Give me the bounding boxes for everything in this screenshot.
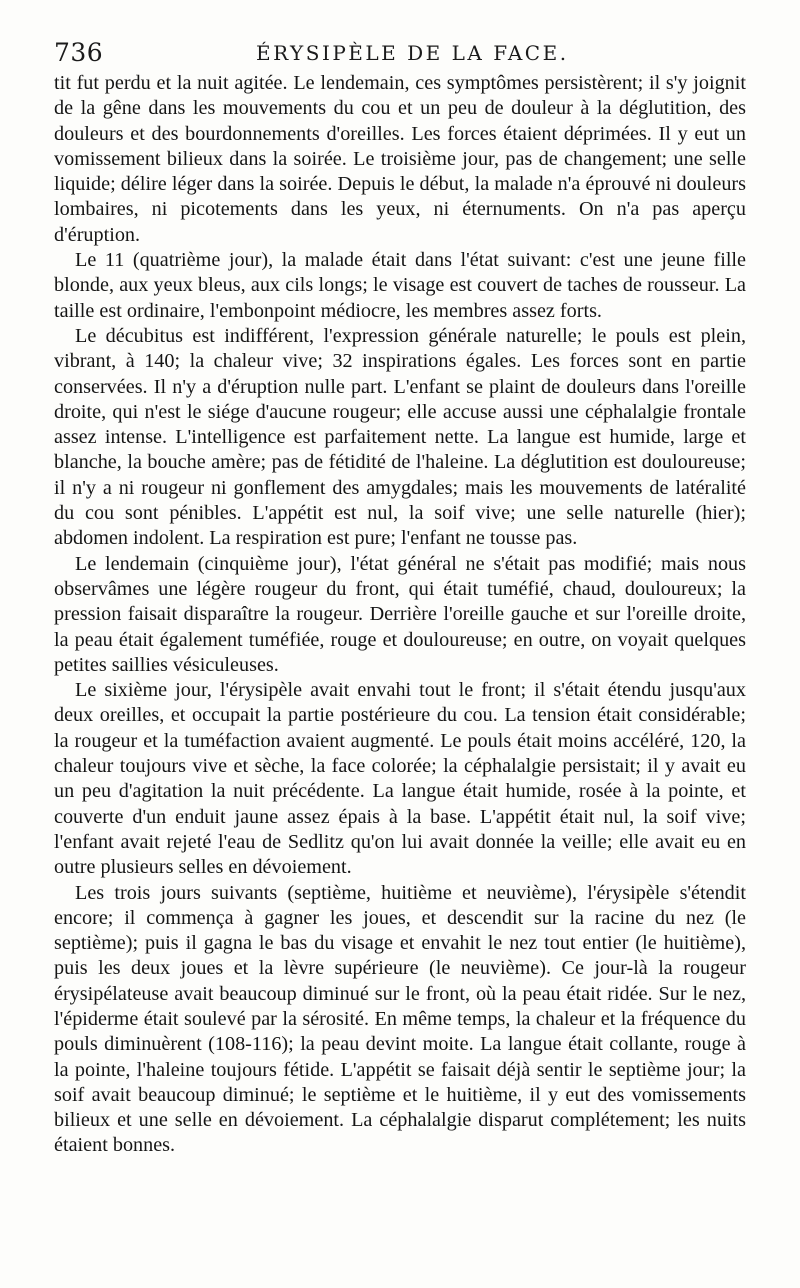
paragraph-continued: tit fut perdu et la nuit agitée. Le lendemain, ces symptômes persistèrent; il s'y joignit de la gêne dans les mouvements du cou et un peu de douleur à la déglutition, des douleurs et des bourdonnements d'oreilles. Les forces étaient déprimées. Il y eut un vomissement bilieux dans la soirée. Le troisième jour, pas de changement; une selle liquide; délire léger dans la soirée. Depuis le début, la malade n'a éprouvé ni douleurs lombaires, ni picotements dans les yeux, ni éternuments. On n'a pas aperçu d'éruption. bbox=[54, 72, 746, 246]
running-title: ÉRYSIPÈLE DE LA FACE. bbox=[256, 41, 569, 65]
paragraph-fifth-day: Le lendemain (cinquième jour), l'état général ne s'était pas modifié; mais nous observâmes une légère rougeur du front, qui était tuméfié, chaud, douloureux; la pression faisait disparaître la rougeur. Derrière l'oreille gauche et sur l'oreille droite, la peau était également tuméfiée, rouge et douloureuse; en outre, on voyait quelques petites saillies vésiculeuses. bbox=[54, 552, 746, 676]
paragraph-patient-description: Le 11 (quatrième jour), la malade était dans l'état suivant: c'est une jeune fille blonde, aux yeux bleus, aux cils longs; le visage est couvert de taches de rousseur. La taille est ordinaire, l'embonpoint médiocre, les membres assez forts. bbox=[54, 249, 746, 322]
running-head bbox=[54, 36, 758, 72]
paragraph-sixth-day: Le sixième jour, l'érysipèle avait envahi tout le front; il s'était étendu jusqu'aux deux oreilles, et occupait la partie postérieure du cou. La tension était considérable; la rougeur et la tuméfaction avaient augmenté. Le pouls était moins accéléré, 120, la chaleur toujours vive et sèche, la face colorée; la céphalalgie persistait; il y avait eu un peu d'agitation la nuit précédente. La langue était humide, rosée à la pointe, et couverte d'un enduit jaune assez épais à la base. L'appétit était nul, la soif vive; l'enfant avait rejeté l'eau de Sedlitz qu'on lui avait donnée la veille; elle avait eu en outre plusieurs selles en dévoiement. bbox=[54, 679, 746, 879]
paragraph-following-days: Les trois jours suivants (septième, huitième et neuvième), l'érysipèle s'étendit encore; il commença à gagner les joues, et descendit sur la racine du nez (le septième); puis il gagna le bas du visage et envahit le nez tout entier (le huitième), puis les deux joues et la lèvre supérieure (le neuvième). Ce jour-là la rougeur érysipélateuse avait beaucoup diminué sur le front, où la peau était ridée. Sur le nez, l'épiderme était soulevé par la sérosité. En même temps, la chaleur et la fréquence du pouls diminuèrent (108-116); la peau devint moite. La langue était collante, rouge à la pointe, l'haleine toujours fétide. L'appétit se faisait déjà sentir le septième jour; la soif avait beaucoup diminué; le septième et le huitième, il y eut des vomissements bilieux et une selle en dévoiement. La céphalalgie disparut complétement; les nuits étaient bonnes. bbox=[54, 881, 746, 1157]
body-text bbox=[54, 71, 746, 1159]
paragraph-examination: Le décubitus est indifférent, l'expression générale naturelle; le pouls est plein, vibrant, à 140; la chaleur vive; 32 inspirations égales. Les forces sont en partie conservées. Il n'y a d'éruption nulle part. L'enfant se plaint de douleurs dans l'oreille droite, qui n'est le siége d'aucune rougeur; elle accuse aussi une céphalalgie frontale assez intense. L'intelligence est parfaitement nette. La langue est humide, large et blanche, la bouche amère; pas de fétidité de l'haleine. La déglutition est douloureuse; il n'y a ni rougeur ni gonflement des amygdales; mais les mouvements de latéralité du cou sont pénibles. L'appétit est nul, la soif vive; une selle naturelle (hier); abdomen indolent. La respiration est pure; l'enfant ne tousse pas. bbox=[54, 324, 746, 550]
page-number: 736 bbox=[54, 38, 104, 67]
